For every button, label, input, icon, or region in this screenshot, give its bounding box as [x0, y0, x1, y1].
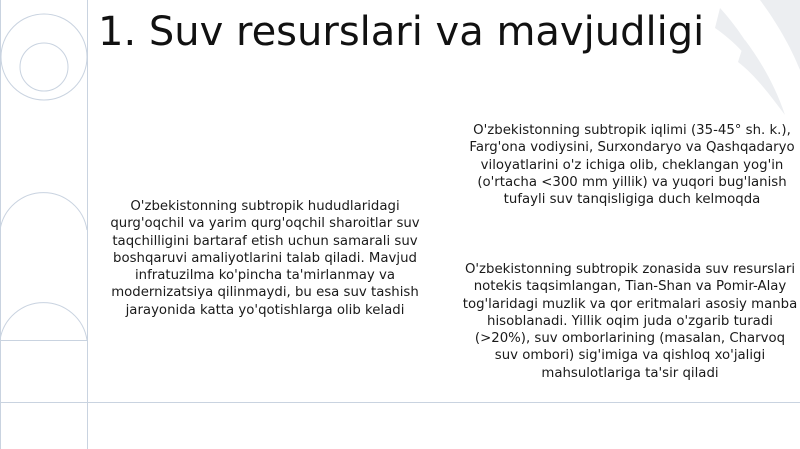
right-paragraph-bottom: O'zbekistonning subtropik zonasida suv resurslari notekis taqsimlangan, Tian-Shan va Pomir-Alay tog'laridagi muzlik va qor eritmalari asosiy manba hisoblanadi. Yillik oqim juda o'zgarib turadi (>20%), suv omborlarining (masalan, Charvoq suv ombori) sig'imiga va qishloq xo'jaligi mahsulotlariga ta'sir qiladi	[462, 262, 798, 381]
left-paragraph: O'zbekistonning subtropik hududlaridagi qurg'oqchil va yarim qurg'oqchil sharoitlar suv taqchilligini bartaraf etish uchun samarali suv boshqaruvi amaliyotlarini talab qiladi. Mavjud infratuzilma ko'pincha ta'mirlanmay va modernizatsiya qilinmaydi, bu esa suv tashish jarayonida katta yo'qotishlarga olib keladi	[110, 199, 420, 318]
circle-large	[1, 14, 87, 100]
arch-upper	[0, 193, 87, 230]
right-paragraph-top: O'zbekistonning subtropik iqlimi (35-45° sh. k.), Farg'ona vodiysini, Surxondaryo va Qashqadaryo viloyatlarini o'z ichiga olib, cheklangan yog'in (o'rtacha <300 mm yillik) va yuqori bug'lanish tufayli suv tanqisligiga duch kelmoqda	[469, 123, 795, 208]
arch-lower	[0, 303, 87, 340]
slide-title: 1. Suv resurslari va mavjudligi	[98, 9, 705, 55]
watermark-shape	[715, 0, 800, 115]
circle-small	[20, 43, 68, 91]
